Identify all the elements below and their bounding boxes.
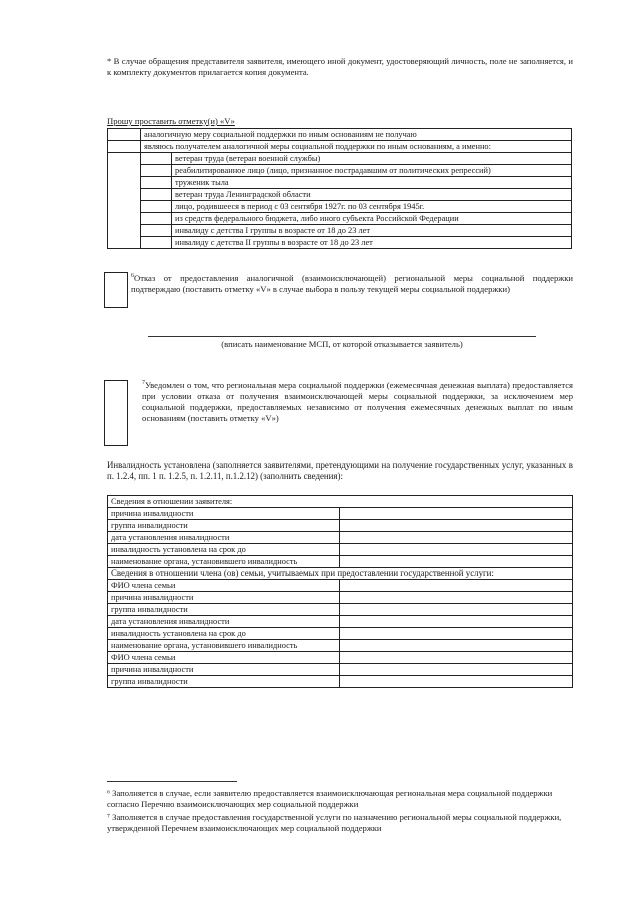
refusal-label: Отказ от предоставления аналогичной (взаимоисключающей) региональной меры социальной поддержки подтверждаю (поставить отметку «V» в случае выбора в пользу текущей меры социальной поддержки) [131,272,573,294]
msp-caption: (вписать наименование МСП, от которой отказывается заявитель) [221,339,463,349]
value-cell[interactable] [340,676,573,688]
row-label: причина инвалидности [108,664,340,676]
table-row [108,189,572,201]
mark-recipient-label: являюсь получателем аналогичной меры социальной поддержки по иным основаниям, а именно: [141,141,572,153]
value-cell[interactable] [340,532,573,544]
list-item: ветеран труда (ветеран военной службы) [172,153,572,165]
family-header: Сведения в отношении члена (ов) семьи, учитываемых при предоставлении государственной услуги: [108,568,573,580]
value-cell[interactable] [340,544,573,556]
table-row [108,213,572,225]
checkbox-cell[interactable] [141,153,172,165]
table-row [108,201,572,213]
list-item: труженик тыла [172,177,572,189]
row-label: причина инвалидности [108,592,340,604]
applicant-header: Сведения в отношении заявителя: [108,496,573,508]
table-row [108,664,573,676]
list-item: инвалиду с детства II группы в возрасте от 18 до 23 лет [172,237,572,249]
table-row [108,604,573,616]
table-row [108,237,572,249]
row-label: ФИО члена семьи [108,580,340,592]
checkbox-cell[interactable] [141,237,172,249]
list-item: реабилитированное лицо (лицо, признанное пострадавшим от политических репрессий) [172,165,572,177]
value-cell[interactable] [340,664,573,676]
notice-label: Уведомлен о том, что региональная мера социальной поддержки (ежемесячная денежная выплата) предоставляется при условии отказа от получения взаимоисключающей меры социальной поддержки, за исключением мер социальной поддержки, предоставляемых независимо от получения ежемесячных денежных выплат по иным основаниям (поставить отметку «V») [142,379,573,423]
mark-none-label: аналогичную меру социальной поддержки по иным основаниям не получаю [141,129,572,141]
mark-request-label: Прошу проставить отметку(и) «V» [107,116,235,126]
value-cell[interactable] [340,652,573,664]
value-cell[interactable] [340,580,573,592]
checkbox-cell[interactable] [108,129,141,141]
list-item: лицо, родившееся в период с 03 сентября 1927г. по 03 сентября 1945г. [172,201,572,213]
value-cell[interactable] [340,592,573,604]
row-label: наименование органа, установившего инвалидность [108,640,340,652]
row-label: ФИО члена семьи [108,652,340,664]
table-row [108,129,572,141]
row-label: группа инвалидности [108,604,340,616]
checkbox-cell[interactable] [108,141,141,153]
table-row [108,640,573,652]
row-label: инвалидность установлена на срок до [108,544,340,556]
notice-footnote-ref: 7 [142,380,145,386]
list-item: из средств федерального бюджета, либо иного субъекта Российской Федерации [172,213,572,225]
table-row [108,676,573,688]
value-cell[interactable] [340,604,573,616]
table-row [108,592,573,604]
checkbox-cell[interactable] [141,189,172,201]
value-cell[interactable] [340,616,573,628]
table-row [108,520,573,532]
table-row [108,568,573,580]
footnote-top: * В случае обращения представителя заявителя, имеющего иной документ, удостоверяющий личность, поле не заполняется, и к комплекту документов прилагается копия документа. [107,56,573,77]
row-label: дата установления инвалидности [108,532,340,544]
row-label: дата установления инвалидности [108,616,340,628]
notice-text [142,378,573,424]
disability-intro: Инвалидность установлена (заполняется заявителями, претендующими на получение государственных услуг, указанных в п. 1.2.4, пп. 1 п. 1.2.5, п. 1.2.11, п.1.2.12) (заполнить сведения): [107,460,573,481]
table-row [108,508,573,520]
refusal-checkbox[interactable] [104,272,128,308]
table-row [108,141,572,153]
row-label: причина инвалидности [108,508,340,520]
row-label: инвалидность установлена на срок до [108,628,340,640]
checkbox-cell[interactable] [141,201,172,213]
refusal-text [131,271,573,295]
value-cell[interactable] [340,628,573,640]
row-label: группа инвалидности [108,676,340,688]
mark-table [107,128,572,249]
footnote-6: ⁶ Заполняется в случае, если заявителю предоставляется взаимоисключающая региональная мера социальной поддержки согласно Перечню взаимоисключающих мер социальной поддержки [107,788,553,809]
table-row [108,652,573,664]
value-cell[interactable] [340,520,573,532]
checkbox-cell[interactable] [141,177,172,189]
checkbox-cell[interactable] [141,165,172,177]
value-cell[interactable] [340,556,573,568]
footnote-7: ⁷ Заполняется в случае предоставления государственной услуги по назначению региональной меры социальной поддержки, утвержденной Перечнем взаимоисключающих мер социальной поддержки [107,812,562,833]
notice-checkbox[interactable] [104,380,128,446]
table-row [108,225,572,237]
checkbox-cell[interactable] [141,225,172,237]
table-row [108,544,573,556]
checkbox-cell[interactable] [141,213,172,225]
footnote-separator [107,781,237,782]
list-item: инвалиду с детства I группы в возрасте от 18 до 23 лет [172,225,572,237]
refusal-footnote-ref: 6 [131,273,134,279]
table-row [108,496,573,508]
disability-table [107,495,573,688]
table-row [108,165,572,177]
row-label: наименование органа, установившего инвалидность [108,556,340,568]
table-row [108,628,573,640]
table-row [108,580,573,592]
blank-cell [108,153,141,249]
list-item: ветеран труда Ленинградской области [172,189,572,201]
table-row [108,532,573,544]
table-row [108,153,572,165]
table-row [108,556,573,568]
table-row [108,616,573,628]
msp-name-line[interactable] [148,336,536,337]
table-row [108,177,572,189]
row-label: группа инвалидности [108,520,340,532]
value-cell[interactable] [340,508,573,520]
value-cell[interactable] [340,640,573,652]
